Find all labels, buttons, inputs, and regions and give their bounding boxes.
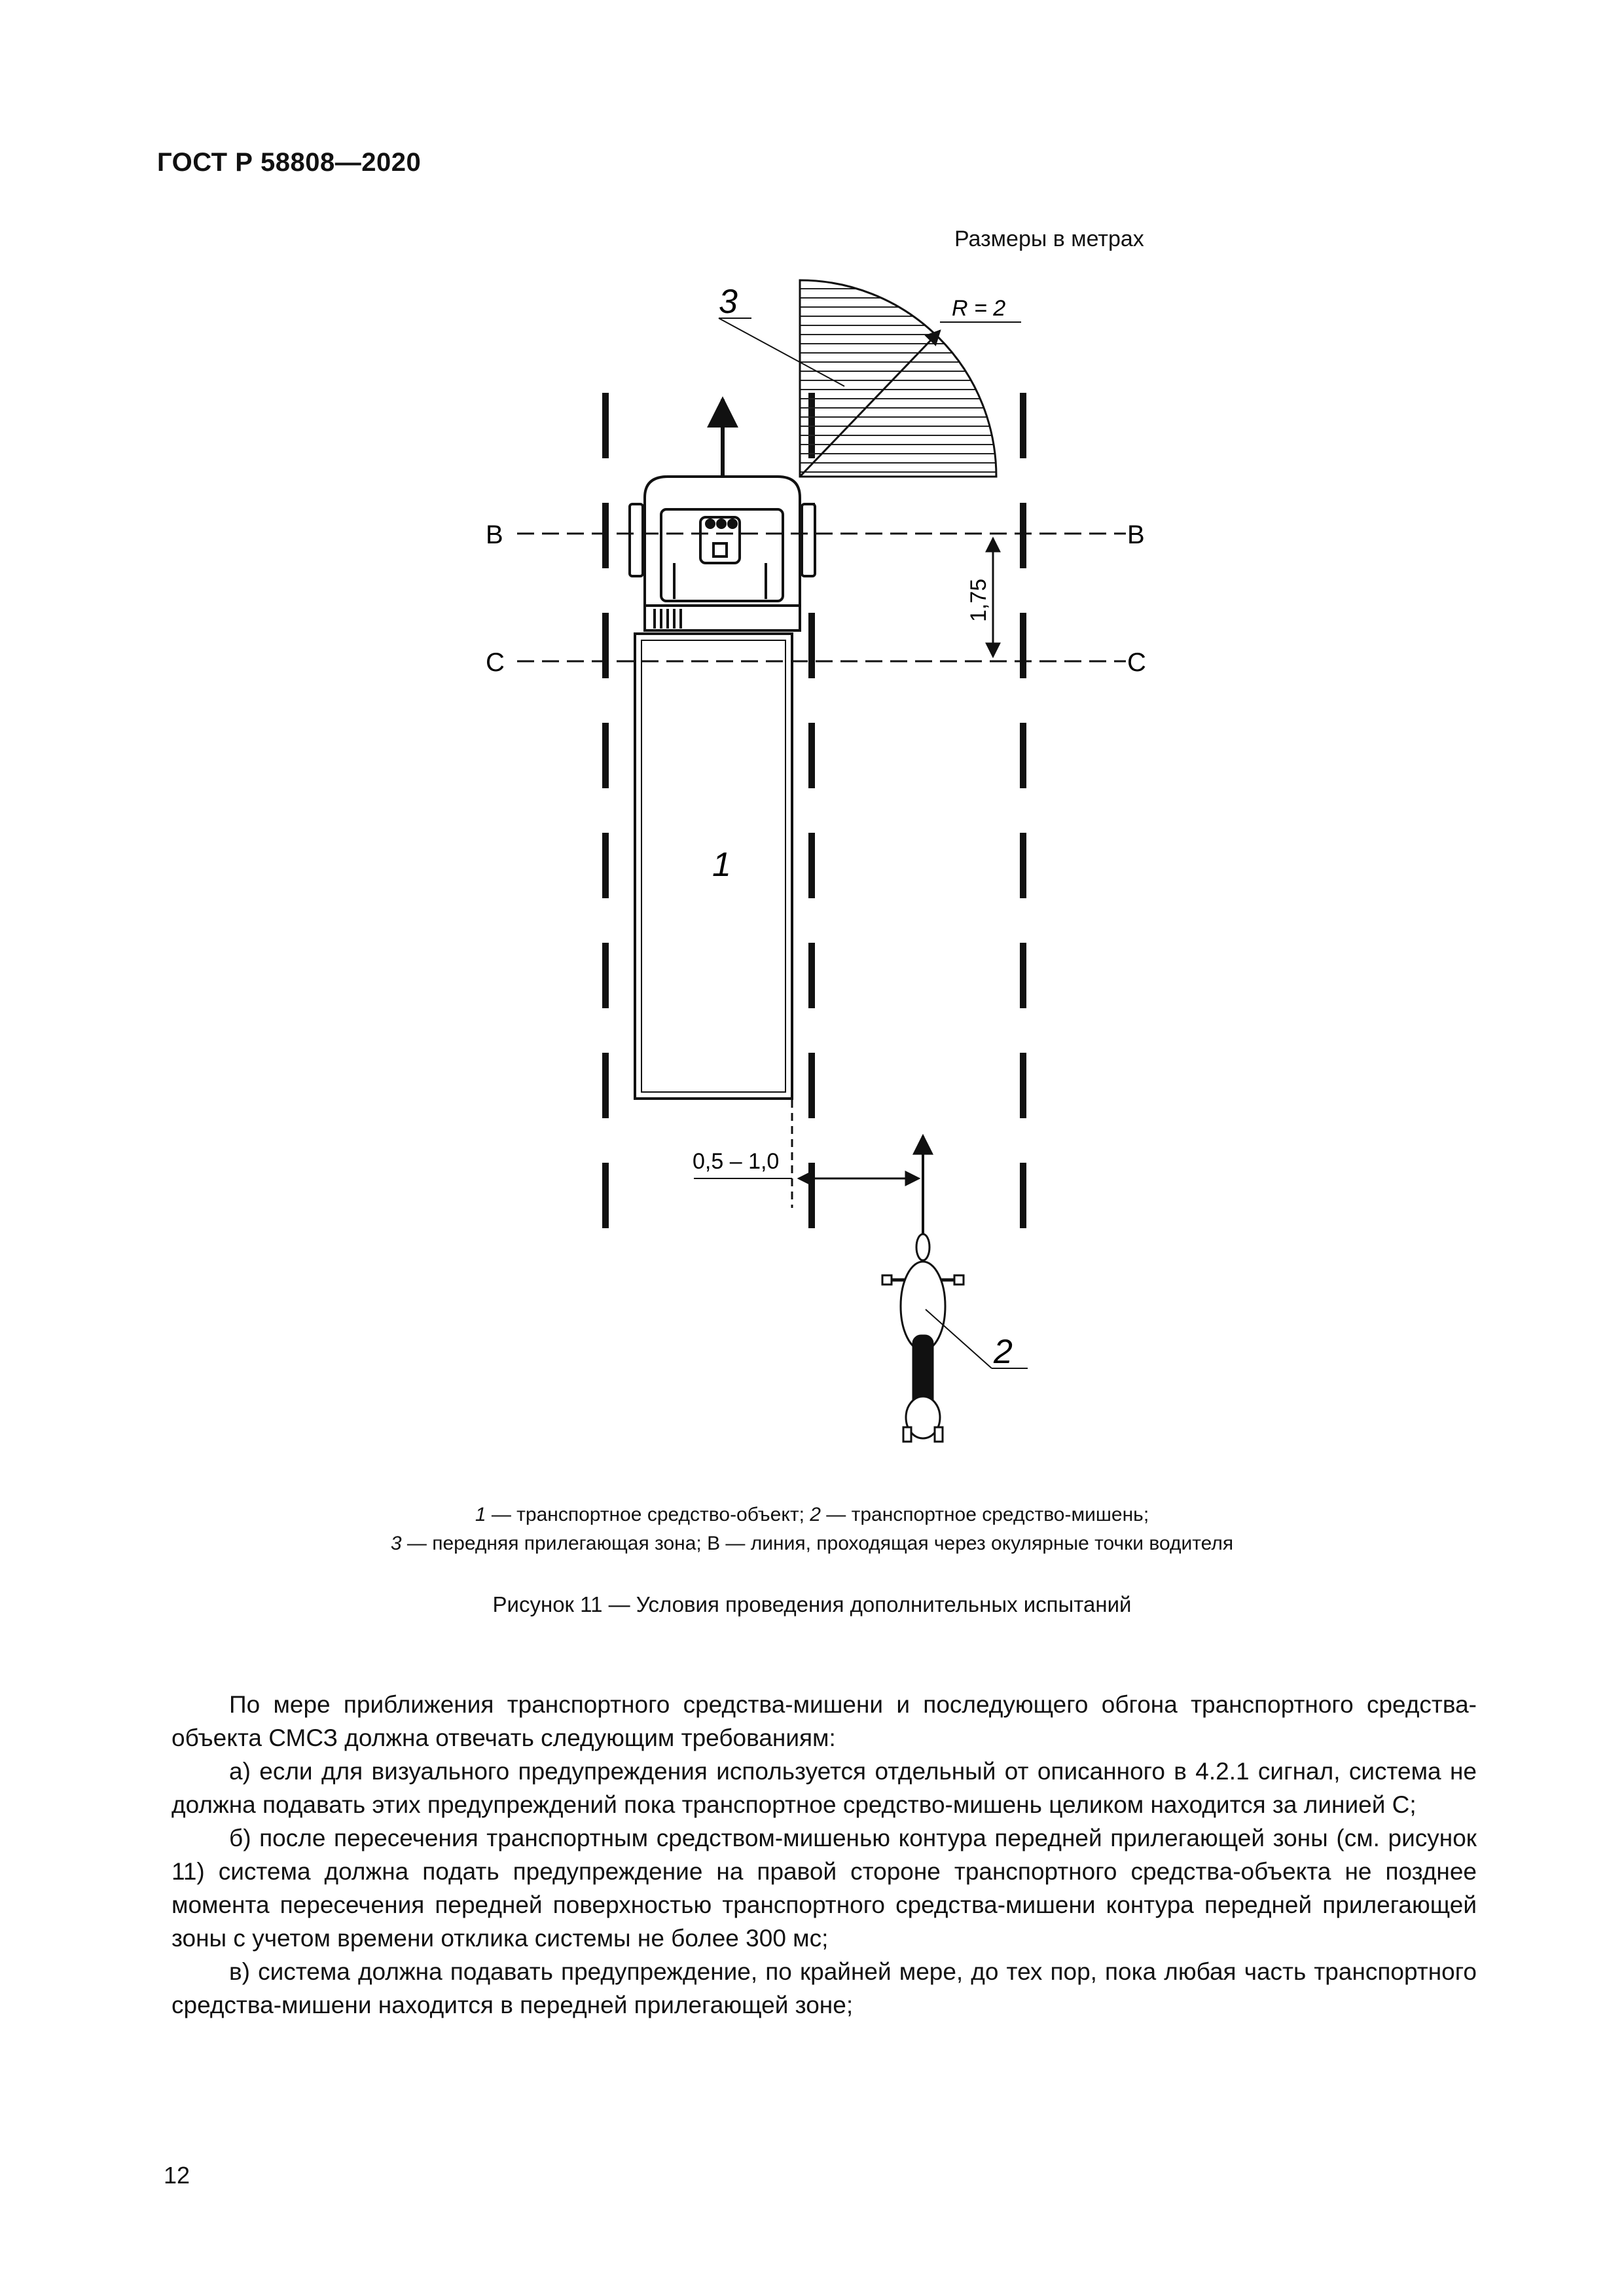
units-note: Размеры в метрах (954, 227, 1144, 251)
paragraph: По мере приближения транспортного средства-мишени и последующего обгона транспортного средства-объекта СМСЗ должна отвечать следующим требованиям: (171, 1691, 1477, 1751)
dim-lateral-label: 0,5 – 1,0 (693, 1149, 780, 1174)
page-number: 12 (164, 2162, 190, 2189)
callout-1: 1 (712, 846, 731, 884)
callout-2: 2 (994, 1333, 1013, 1371)
paragraph: в) система должна подавать предупреждение, по крайней мере, до тех пор, пока любая часть транспортного средства-мишени находится в передней прилегающей зоне; (171, 1958, 1477, 2018)
figure-legend-line-2: 3 — передняя прилегающая зона; В — линия, проходящая через окулярные точки водителя (390, 1533, 1234, 1554)
line-c-label-right: C (1127, 648, 1146, 677)
body-text (171, 1688, 1477, 2022)
line-b-label-right: B (1127, 520, 1145, 549)
line-b-label-left: B (486, 520, 503, 549)
paragraph: б) после пересечения транспортным средством-мишенью контура передней прилегающей зоны (см. рисунок 11) система должна подать предупреждение на правой стороне транспортного средства-объекта не позднее момента пересечения передней поверхностью транспортного средства-мишени контура передней прилегающей зоны с учетом времени отклика системы не более 300 мс; (171, 1825, 1477, 1952)
dim-b-c-label: 1,75 (966, 578, 991, 622)
radius-label: R = 2 (952, 296, 1006, 321)
vehicle-1-truck (630, 477, 815, 1099)
figure-caption: Рисунок 11 — Условия проведения дополнительных испытаний (492, 1592, 1132, 1616)
figure-legend-line-1: 1 — транспортное средство-объект; 2 — транспортное средство-мишень; (475, 1504, 1149, 1525)
vehicle-2-motorcycle (882, 1234, 964, 1442)
document-header: ГОСТ Р 58808—2020 (157, 148, 422, 177)
line-c-label-left: C (486, 648, 505, 677)
callout-3: 3 (719, 283, 738, 321)
paragraph: а) если для визуального предупреждения используется отдельный от описанного в 4.2.1 сигнал, система не должна подавать этих предупреждений пока транспортное средство-мишень целиком находится за линией С; (171, 1758, 1477, 1818)
